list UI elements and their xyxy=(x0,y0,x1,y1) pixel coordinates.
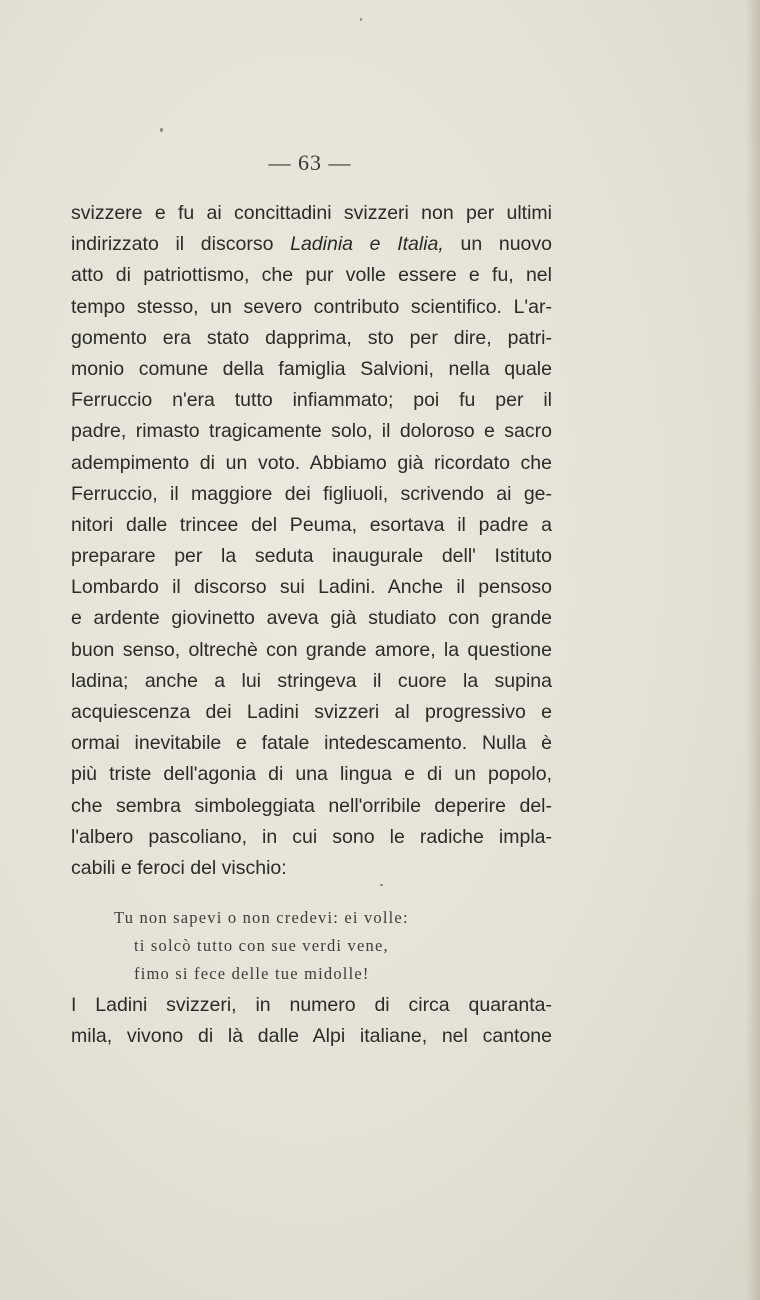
verse-line: ti solcò tutto con sue verdi vene, xyxy=(134,936,389,955)
text-line xyxy=(71,990,552,1021)
paper-speck xyxy=(360,18,362,21)
text-line: acquiescenza dei Ladini svizzeri al progressivo e xyxy=(71,701,552,723)
text-line: padre, rimasto tragicamente solo, il doloroso e sacro xyxy=(71,420,552,443)
paper-speck xyxy=(380,884,383,886)
text-line: adempimento di un voto. Abbiamo già ricordato che xyxy=(71,451,552,474)
page-edge-shadow xyxy=(746,0,760,1300)
text-line: nitori dalle trincee del Peuma, esortava il padre a xyxy=(71,513,552,536)
paragraph-1 xyxy=(71,198,552,884)
text-line: Lombardo il discorso sui Ladini. Anche il pensoso xyxy=(71,576,552,599)
text-line: buon senso, oltrechè con grande amore, la questione xyxy=(71,638,552,661)
text-line: gomento era stato dapprima, sto per dire, patri- xyxy=(71,326,552,349)
text-line: monio comune della famiglia Salvioni, nella quale xyxy=(71,357,552,380)
text-span: un nuovo xyxy=(443,233,552,256)
text-line: e ardente giovinetto aveva già studiato con grande xyxy=(71,607,552,630)
text-line: preparare per la seduta inaugurale dell' Istituto xyxy=(71,545,552,568)
text-line: tempo stesso, un severo contributo scientifico. L'ar- xyxy=(71,295,552,318)
verse-quotation xyxy=(114,904,514,988)
text-span: indirizzato il discorso xyxy=(71,233,291,256)
text-line xyxy=(71,229,552,260)
text-line: mila, vivono di là dalle Alpi italiane, nel cantone xyxy=(71,1025,552,1048)
text-line: ladina; anche a lui stringeva il cuore la supina xyxy=(71,669,552,692)
text-line: che sembra simboleggiata nell'orribile deperire del- xyxy=(71,794,552,817)
paragraph-2 xyxy=(71,990,552,1052)
text-span: I Ladini svizzeri, in numero di circa quaranta- xyxy=(71,994,552,1016)
paper-speck xyxy=(160,128,163,132)
page-number: — 63 — xyxy=(268,150,352,175)
verse-line: fimo si fece delle tue midolle! xyxy=(134,964,370,983)
text-line: Ferruccio n'era tutto infiammato; poi fu per il xyxy=(71,389,552,412)
text-line: l'albero pascoliano, in cui sono le radiche impla- xyxy=(71,825,552,848)
text-line: cabili e feroci del vischio: xyxy=(71,856,287,879)
verse-line: Tu non sapevi o non credevi: ei volle: xyxy=(114,908,409,927)
text-line: più triste dell'agonia di una lingua e di un popolo, xyxy=(71,763,552,786)
text-line: svizzere e fu ai concittadini svizzeri non per ultimi xyxy=(71,202,552,224)
title-ladinia-e-italia: Ladinia e Italia, xyxy=(290,233,444,256)
text-line: ormai inevitabile e fatale intedescamento. Nulla è xyxy=(71,732,552,755)
text-line: Ferruccio, il maggiore dei figliuoli, scrivendo ai ge- xyxy=(71,482,552,505)
text-line: atto di patriottismo, che pur volle essere e fu, nel xyxy=(71,264,552,287)
